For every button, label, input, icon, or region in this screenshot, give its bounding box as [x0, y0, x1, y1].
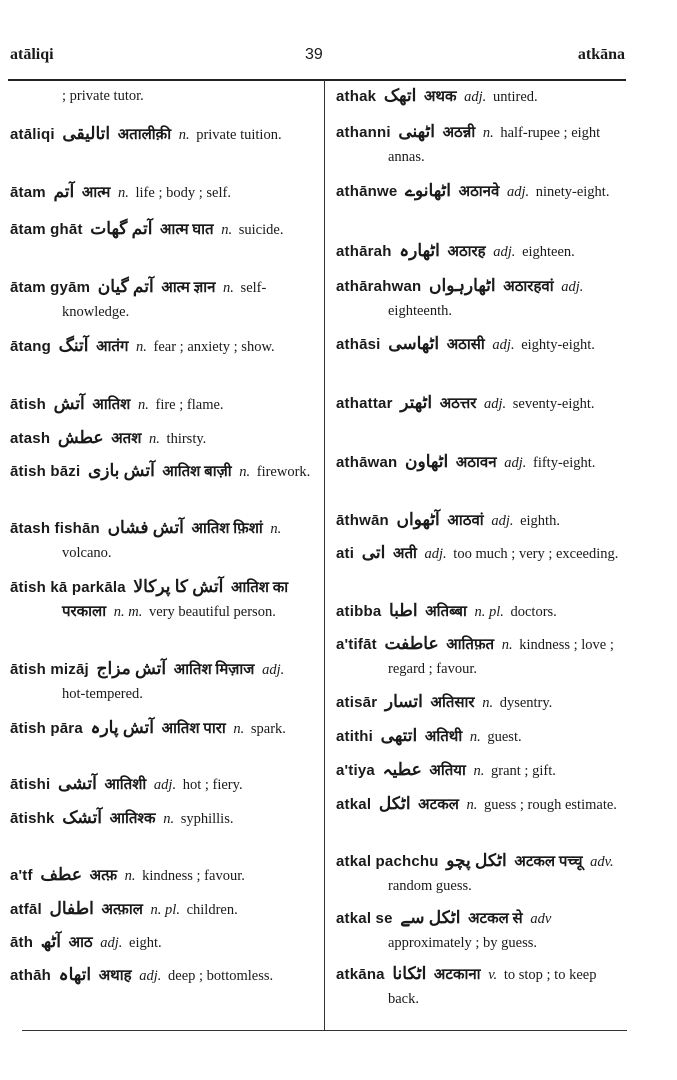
dictionary-entry: [10, 459, 314, 484]
dictionary-entry: [10, 863, 314, 888]
entry-pos: n.: [482, 695, 494, 711]
entry-definition: too much ; very ; exceeding.: [453, 546, 619, 562]
dictionary-entry: [336, 508, 626, 533]
entry-definition: ninety-eight.: [535, 184, 610, 200]
entry-definition: syphillis.: [180, 811, 234, 827]
entry-headword: atibba: [336, 603, 382, 620]
entry-pos: adj.: [100, 935, 123, 951]
dictionary-entry: [10, 275, 314, 324]
entry-pos: n.: [124, 868, 136, 884]
entry-urdu: اطبا: [389, 601, 418, 620]
running-head-left: atāliqi: [10, 46, 54, 63]
entry-pos: adj.: [504, 455, 527, 471]
entry-headword: athārah: [336, 243, 392, 260]
dictionary-entry: [336, 632, 626, 681]
entry-hindi: आतिफ़त: [446, 637, 495, 653]
entry-pos: v.: [488, 967, 498, 983]
entry-pos: n.: [270, 521, 282, 537]
entry-headword: athāwan: [336, 454, 398, 471]
entry-headword: atash: [10, 430, 51, 447]
entry-hindi: अतश: [111, 431, 142, 447]
entry-headword: athak: [336, 88, 377, 105]
dictionary-entry: [336, 690, 626, 715]
dictionary-entry: [10, 897, 314, 922]
entry-pos: adj.: [424, 546, 447, 562]
entry-definition: fear ; anxiety ; show.: [153, 339, 275, 355]
entry-urdu: اٹکل پچو: [446, 851, 507, 870]
entry-pos: n. pl.: [474, 604, 504, 620]
entry-headword: atithi: [336, 728, 374, 745]
entry-hindi: अठारह: [447, 244, 486, 260]
dictionary-entry: [336, 724, 626, 749]
entry-pos: adj.: [493, 244, 516, 260]
entry-urdu: اتالیقی: [62, 124, 111, 143]
entry-headword: atisār: [336, 694, 378, 711]
dictionary-entry: [10, 217, 314, 242]
entry-definition: guess ; rough estimate.: [484, 797, 617, 813]
entry-headword: a'tiya: [336, 762, 375, 779]
entry-definition: self-knowledge.: [62, 280, 267, 320]
entry-hindi: अठावन: [455, 455, 497, 471]
dictionary-entry: [10, 963, 314, 988]
dictionary-entry: [336, 849, 626, 898]
entry-hindi: अटकल से: [468, 911, 523, 927]
dictionary-entry: [10, 716, 314, 741]
entry-definition: hot-tempered.: [62, 686, 143, 702]
entry-urdu: عطیہ: [382, 760, 422, 779]
entry-definition: life ; body ; self.: [135, 185, 231, 201]
entry-urdu: آتش پارہ: [90, 718, 154, 737]
dictionary-entry: [10, 84, 314, 108]
entry-headword: āth: [10, 934, 34, 951]
entry-hindi: अत्फ़ाल: [101, 902, 143, 918]
entry-headword: ātam gyām: [10, 279, 91, 296]
entry-definition: half-rupee ; eight annas.: [388, 125, 601, 165]
entry-definition: eighteen.: [522, 244, 575, 260]
entry-hindi: अतिथी: [424, 729, 463, 745]
dictionary-entry: [336, 758, 626, 783]
entry-definition: hot ; fiery.: [182, 777, 243, 793]
entry-definition: to stop ; to keep back.: [388, 967, 597, 1007]
entry-urdu: آتش کا پرکالا: [133, 577, 224, 596]
entry-pos: adj.: [506, 184, 530, 200]
entry-headword: athanni: [336, 124, 391, 141]
entry-headword: athāsi: [336, 336, 381, 353]
entry-hindi: अतालीक़ी: [117, 127, 172, 143]
entry-definition: very beautiful person.: [148, 604, 276, 620]
entry-urdu: اٹکل: [378, 794, 411, 813]
entry-headword: ātishk: [10, 810, 55, 827]
entry-definition: fire ; flame.: [155, 397, 224, 413]
entry-definition: spark.: [250, 721, 286, 737]
entry-definition: fifty-eight.: [532, 455, 596, 471]
dictionary-entry: [10, 392, 314, 417]
entry-hindi: आतिशी: [104, 777, 147, 793]
entry-urdu: عطف: [40, 865, 83, 884]
dictionary-entry: [10, 772, 314, 797]
entry-urdu: اطفال: [49, 899, 94, 918]
dictionary-entry: [336, 274, 626, 323]
entry-hindi: आतिश फ़िशां: [191, 521, 263, 537]
entry-urdu: آتم: [53, 182, 75, 201]
entry-headword: ati: [336, 545, 355, 562]
dictionary-entry: [10, 122, 314, 147]
entry-hindi: अठानवे: [458, 184, 500, 200]
entry-pos: adj.: [464, 89, 487, 105]
entry-urdu: آتشک: [62, 808, 103, 827]
entry-headword: ātang: [10, 338, 52, 355]
entry-pos: n.: [149, 431, 160, 447]
entry-headword: athārahwan: [336, 278, 422, 295]
entry-urdu: آتش فشاں: [107, 518, 184, 537]
entry-headword: athāh: [10, 967, 52, 984]
entry-hindi: अथक: [423, 89, 457, 105]
entry-definition: eighty-eight.: [521, 337, 595, 353]
entry-definition: random guess.: [388, 878, 472, 894]
entry-headword: athattar: [336, 395, 393, 412]
entry-hindi: आतिश: [92, 397, 131, 413]
footer-rule: [22, 1030, 627, 1031]
entry-definition: suicide.: [238, 222, 284, 238]
entry-pos: n.: [473, 763, 485, 779]
entry-urdu: اتی: [361, 543, 386, 562]
entry-headword: āthwān: [336, 512, 389, 529]
entry-headword: atkal: [336, 796, 372, 813]
entry-urdu: آتش: [53, 394, 85, 413]
entry-hindi: अठत्तर: [439, 396, 477, 412]
entry-headword: ātish bāzi: [10, 463, 81, 480]
entry-hindi: अठारहवां: [503, 279, 554, 295]
entry-definition: thirsty.: [166, 431, 207, 447]
entry-definition: private tuition.: [196, 127, 282, 143]
page-number: 39: [305, 46, 323, 63]
entry-urdu: اٹھاون: [405, 452, 449, 471]
dictionary-entry: [336, 239, 626, 264]
entry-pos: n. m.: [113, 604, 143, 620]
dictionary-entry: [10, 516, 314, 565]
entry-urdu: آتم گھات: [90, 219, 153, 238]
entry-pos: adj.: [153, 777, 177, 793]
entry-hindi: आत्म घात: [160, 222, 214, 238]
entry-pos: adj.: [139, 968, 162, 984]
entry-hindi: आठ: [68, 935, 93, 951]
entry-hindi: अटकाना: [433, 967, 481, 983]
dictionary-entry: [10, 334, 314, 359]
entry-hindi: आतिश बाज़ी: [162, 464, 232, 480]
entry-urdu: اٹھانوے: [405, 181, 451, 200]
entry-hindi: आतिश पारा: [161, 721, 226, 737]
entry-hindi: अटकल पच्चू: [514, 854, 583, 870]
entry-hindi: अठासी: [446, 337, 485, 353]
entry-definition: deep ; bottomless.: [168, 968, 274, 984]
entry-pos: n.: [221, 222, 233, 238]
entry-headword: ātash fishān: [10, 520, 100, 537]
entry-pos: n.: [501, 637, 513, 653]
dictionary-entry: [10, 806, 314, 831]
entry-pos: n.: [118, 185, 129, 201]
entry-pos: n.: [239, 464, 251, 480]
entry-headword: a'tifāt: [336, 636, 377, 653]
dictionary-entry: [10, 657, 314, 706]
dictionary-entry: [336, 391, 626, 416]
dictionary-entry: [336, 120, 626, 169]
entry-headword: ātishi: [10, 776, 51, 793]
dictionary-entry: [336, 906, 626, 955]
entry-pos: adj.: [561, 279, 584, 295]
entry-definition: guest.: [487, 729, 522, 745]
entry-urdu: اتھک: [383, 86, 417, 105]
dictionary-entry: [10, 426, 314, 451]
entry-headword: ātish mizāj: [10, 661, 89, 678]
dictionary-entry: [336, 84, 626, 109]
entry-headword: ātish kā parkāla: [10, 579, 126, 596]
entry-pos: n.: [223, 280, 234, 296]
entry-hindi: अत्फ़: [89, 868, 118, 884]
entry-headword: atkāna: [336, 966, 385, 983]
entry-urdu: اتھاہ: [58, 965, 92, 984]
entry-definition: ; private tutor.: [62, 88, 144, 104]
entry-headword: ātam: [10, 184, 46, 201]
entry-pos: n. pl.: [150, 902, 180, 918]
column-divider: [324, 80, 325, 1030]
entry-headword: ātam ghāt: [10, 221, 83, 238]
entry-definition: kindness ; favour.: [142, 868, 245, 884]
entry-definition: children.: [186, 902, 238, 918]
entry-headword: atkal se: [336, 910, 393, 927]
entry-definition: eighth.: [520, 513, 560, 529]
entry-definition: grant ; gift.: [491, 763, 556, 779]
entry-pos: n.: [136, 339, 147, 355]
entry-pos: adv.: [590, 854, 614, 870]
entry-definition: kindness ; love ; regard ; favour.: [388, 637, 614, 677]
entry-hindi: अतिसार: [430, 695, 475, 711]
entry-headword: ātish: [10, 396, 47, 413]
entry-pos: n.: [138, 397, 149, 413]
entry-pos: adj.: [484, 396, 507, 412]
entry-hindi: आतंग: [96, 339, 129, 355]
entry-definition: eight.: [129, 935, 162, 951]
entry-urdu: اٹکانا: [392, 964, 427, 983]
entry-urdu: اتسار: [384, 692, 423, 711]
entry-hindi: आतिश्क: [109, 811, 156, 827]
entry-urdu: آتش بازی: [87, 461, 155, 480]
entry-urdu: اٹھتر: [400, 393, 433, 412]
entry-urdu: اتتھی: [380, 726, 418, 745]
entry-urdu: عاطفت: [384, 634, 439, 653]
entry-pos: n.: [469, 729, 481, 745]
entry-pos: adv: [530, 911, 552, 927]
entry-definition: firework.: [256, 464, 311, 480]
header-rule: [8, 79, 626, 81]
entry-definition: approximately ; by guess.: [388, 935, 538, 951]
entry-headword: atāliqi: [10, 126, 55, 143]
entry-hindi: अतिब्बा: [425, 604, 467, 620]
dictionary-entry: [336, 179, 626, 204]
entry-definition: eighteenth.: [388, 303, 453, 319]
entry-urdu: عطش: [57, 428, 104, 447]
entry-urdu: اٹھارہ: [399, 241, 440, 260]
entry-headword: athānwe: [336, 183, 398, 200]
entry-definition: untired.: [492, 89, 538, 105]
entry-pos: n.: [482, 125, 494, 141]
entry-pos: adj.: [492, 337, 515, 353]
entry-urdu: آتش مزاج: [96, 659, 167, 678]
entry-hindi: अती: [392, 546, 417, 562]
entry-urdu: اٹکل سے: [400, 908, 461, 927]
dictionary-entry: [336, 450, 626, 475]
entry-definition: seventy-eight.: [512, 396, 595, 412]
entry-definition: dysentry.: [499, 695, 553, 711]
dictionary-entry: [336, 599, 626, 624]
entry-pos: adj.: [262, 662, 285, 678]
entry-urdu: آتنگ: [58, 336, 89, 355]
entry-definition: doctors.: [510, 604, 557, 620]
entry-hindi: आठवां: [447, 513, 484, 529]
entry-headword: a'tf: [10, 867, 33, 884]
entry-urdu: آتشی: [58, 774, 97, 793]
entry-urdu: اٹھارہواں: [428, 276, 496, 295]
dictionary-entry: [10, 930, 314, 955]
entry-pos: n.: [233, 721, 245, 737]
entry-hindi: आत्म: [81, 185, 111, 201]
entry-hindi: अठन्नी: [442, 125, 476, 141]
dictionary-entry: [10, 180, 314, 205]
entry-headword: atkal pachchu: [336, 853, 439, 870]
entry-pos: adj.: [491, 513, 514, 529]
dictionary-entry: [336, 962, 626, 1011]
entry-hindi: आतिश मिज़ाज: [173, 662, 255, 678]
dictionary-entry: [10, 575, 314, 624]
entry-headword: ātish pāra: [10, 720, 83, 737]
entry-urdu: آتم گیان: [97, 277, 154, 296]
dictionary-entry: [336, 792, 626, 817]
entry-hindi: आतिश का परकाला: [62, 580, 289, 620]
entry-hindi: अथाह: [98, 968, 132, 984]
entry-pos: n.: [466, 797, 478, 813]
running-head-right: atkāna: [577, 46, 625, 63]
entry-urdu: اٹھاسی: [388, 334, 440, 353]
entry-urdu: آٹھ: [40, 932, 61, 951]
entry-pos: n.: [178, 127, 190, 143]
entry-hindi: अतिया: [429, 763, 466, 779]
entry-headword: atfāl: [10, 901, 42, 918]
entry-hindi: अटकल: [418, 797, 459, 813]
entry-pos: n.: [163, 811, 175, 827]
dictionary-entry: [336, 541, 626, 566]
entry-urdu: اٹھنی: [398, 122, 435, 141]
entry-urdu: آٹھواں: [396, 510, 440, 529]
entry-hindi: आत्म ज्ञान: [161, 280, 216, 296]
entry-definition: volcano.: [62, 545, 112, 561]
dictionary-entry: [336, 332, 626, 357]
